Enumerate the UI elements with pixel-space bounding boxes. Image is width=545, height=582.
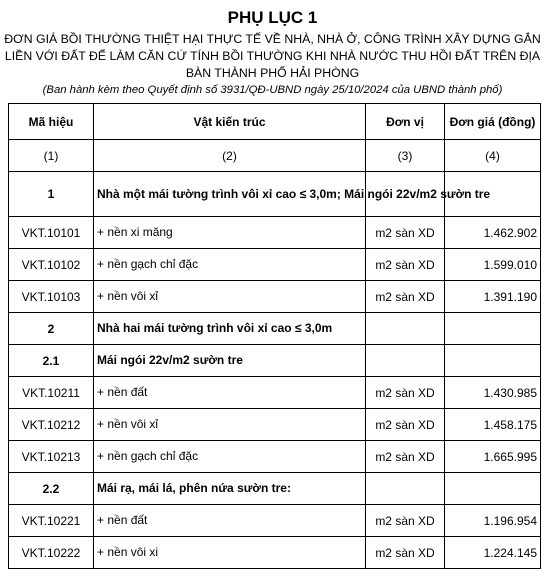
cell-code: 2 — [9, 313, 94, 345]
cell-code: 2.2 — [9, 473, 94, 505]
table-row — [9, 249, 541, 281]
cell-code: VKT.10222 — [9, 537, 94, 569]
cell-item: Mái ngói 22v/m2 sườn tre — [94, 345, 366, 377]
table-group-row — [9, 313, 541, 345]
cell-item: + nền gạch chỉ đặc — [94, 441, 366, 473]
cell-code: 2.1 — [9, 345, 94, 377]
column-number: (3) — [366, 140, 445, 172]
issued-note: (Ban hành kèm theo Quyết định số 3931/QĐ-UBND ngày 25/10/2024 của UBND thành phố) — [42, 84, 503, 96]
cell-item: + nền gạch chỉ đặc — [94, 249, 366, 281]
cell-price: 1.458.175 — [445, 409, 541, 441]
subtitle-line: LIỀN VỚI ĐẤT ĐỂ LÀM CĂN CỨ TÍNH BỒI THƯỜNG KHI NHÀ NƯỚC THU HỒI ĐẤT TRÊN ĐỊA — [4, 49, 541, 63]
cell-code: VKT.10102 — [9, 249, 94, 281]
cell-price — [445, 313, 541, 345]
cell-code: VKT.10103 — [9, 281, 94, 313]
cell-unit: m2 sàn XD — [366, 217, 445, 249]
cell-price — [445, 473, 541, 505]
cell-unit: m2 sàn XD — [366, 281, 445, 313]
table-row — [9, 409, 541, 441]
table-row — [9, 537, 541, 569]
column-header-code: Mã hiệu — [9, 104, 94, 140]
column-number: (1) — [9, 140, 94, 172]
cell-price — [445, 345, 541, 377]
column-number: (4) — [445, 140, 541, 172]
cell-code: VKT.10221 — [9, 505, 94, 537]
table-row — [9, 377, 541, 409]
cell-item: + nền vôi xi — [94, 537, 366, 569]
cell-unit — [366, 473, 445, 505]
table-group-row — [9, 473, 541, 505]
cell-unit: m2 sàn XD — [366, 249, 445, 281]
cell-price: 1.462.902 — [445, 217, 541, 249]
cell-price: 1.196.954 — [445, 505, 541, 537]
table-row — [9, 505, 541, 537]
cell-item: + nền xi măng — [94, 217, 366, 249]
column-header-price: Đơn giá (đồng) — [445, 104, 541, 140]
cell-unit: m2 sàn XD — [366, 441, 445, 473]
table-group-row — [9, 345, 541, 377]
cell-item: + nền đất — [94, 505, 366, 537]
price-table — [8, 103, 541, 569]
document-subtitle — [4, 31, 541, 82]
cell-item: Mái rạ, mái lá, phên nứa sườn tre: — [94, 473, 366, 505]
cell-item: + nền vôi xỉ — [94, 281, 366, 313]
table-header-row — [9, 104, 541, 140]
cell-unit — [366, 345, 445, 377]
cell-code: VKT.10211 — [9, 377, 94, 409]
cell-unit: m2 sàn XD — [366, 409, 445, 441]
cell-unit — [366, 313, 445, 345]
cell-price: 1.391.190 — [445, 281, 541, 313]
cell-price: 1.430.985 — [445, 377, 541, 409]
cell-unit: m2 sàn XD — [366, 377, 445, 409]
column-header-unit: Đơn vị — [366, 104, 445, 140]
table-row — [9, 281, 541, 313]
cell-price: 1.665.995 — [445, 441, 541, 473]
cell-code: VKT.10101 — [9, 217, 94, 249]
cell-code: VKT.10212 — [9, 409, 94, 441]
column-number-row — [9, 140, 541, 172]
document-title: PHỤ LỤC 1 — [227, 8, 318, 27]
column-number: (2) — [94, 140, 366, 172]
cell-price: 1.599.010 — [445, 249, 541, 281]
subtitle-line: BÀN THÀNH PHỐ HẢI PHÒNG — [185, 66, 360, 80]
cell-item: Nhà hai mái tường trình vôi xỉ cao ≤ 3,0m — [94, 313, 366, 345]
cell-unit: m2 sàn XD — [366, 537, 445, 569]
table-row — [9, 441, 541, 473]
table-group-row — [9, 172, 541, 217]
table-row — [9, 217, 541, 249]
column-header-item: Vật kiến trúc — [94, 104, 366, 140]
cell-item: + nền đất — [94, 377, 366, 409]
cell-price: 1.224.145 — [445, 537, 541, 569]
cell-item: + nền vôi xỉ — [94, 409, 366, 441]
cell-code: 1 — [9, 172, 94, 217]
cell-unit: m2 sàn XD — [366, 505, 445, 537]
subtitle-line: ĐƠN GIÁ BỒI THƯỜNG THIỆT HẠI THỰC TẾ VỀ NHÀ, NHÀ Ở, CÔNG TRÌNH XÂY DỰNG GẮN — [4, 32, 541, 46]
cell-code: VKT.10213 — [9, 441, 94, 473]
cell-item: Nhà một mái tường trình vôi xỉ cao ≤ 3,0m; Mái ngói 22v/m2 sườn tre — [94, 172, 366, 217]
